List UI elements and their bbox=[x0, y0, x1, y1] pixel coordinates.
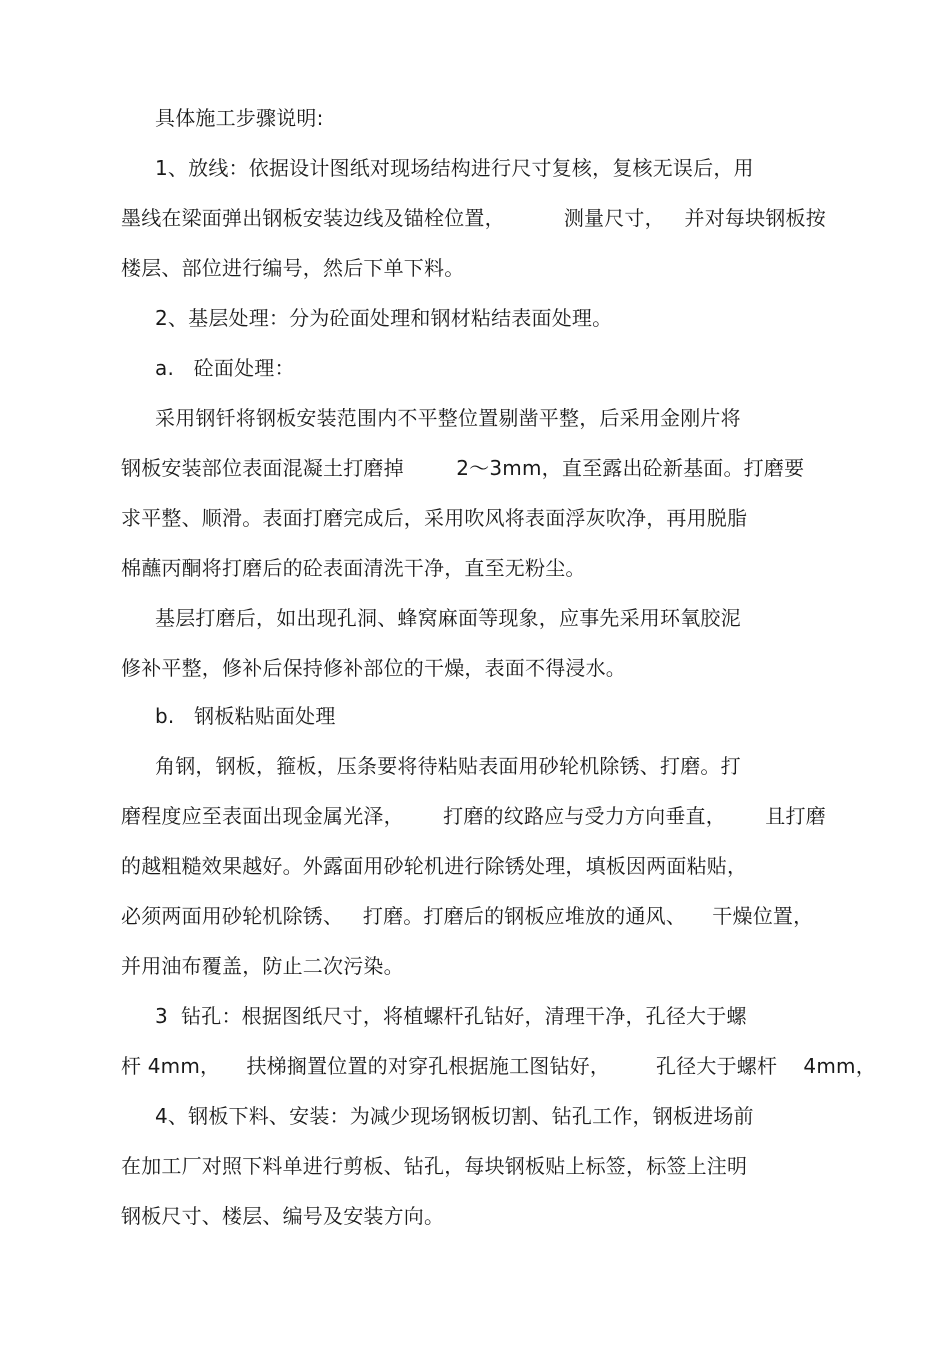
text-line: 基层打磨后，如出现孔洞、蜂窝麻面等现象，应事先采用环氧胶泥 bbox=[155, 606, 741, 630]
text-line: 磨程度应至表面出现金属光泽， 打磨的纹路应与受力方向垂直， 且打磨 bbox=[121, 804, 826, 828]
text-line: 墨线在梁面弹出钢板安装边线及锚栓位置， 测量尺寸， 并对每块钢板按 bbox=[121, 206, 826, 230]
text-line: 角钢，钢板，箍板，压条要将待粘贴表面用砂轮机除锈、打磨。打 bbox=[155, 754, 741, 778]
text-line: 在加工厂对照下料单进行剪板、钻孔，每块钢板贴上标签，标签上注明 bbox=[121, 1154, 748, 1178]
text-line: 钢板安装部位表面混凝土打磨掉 2～3mm，直至露出砼新基面。打磨要 bbox=[121, 456, 805, 480]
text-line: 2、基层处理：分为砼面处理和钢材粘结表面处理。 bbox=[155, 306, 613, 330]
text-line: 的越粗糙效果越好。外露面用砂轮机进行除锈处理，填板因两面粘贴， bbox=[121, 854, 748, 878]
text-line: 修补平整，修补后保持修补部位的干燥，表面不得浸水。 bbox=[121, 656, 626, 680]
text-line: 4、钢板下料、安装：为减少现场钢板切割、钻孔工作，钢板进场前 bbox=[155, 1104, 754, 1128]
text-line: 钢板尺寸、楼层、编号及安装方向。 bbox=[121, 1204, 445, 1228]
text-line: 杆 4mm， 扶梯搁置位置的对穿孔根据施工图钻好， 孔径大于螺杆 4mm， bbox=[121, 1054, 876, 1078]
text-line: 3 钻孔：根据图纸尺寸，将植螺杆孔钻好，清理干净，孔径大于螺 bbox=[155, 1004, 747, 1028]
text-line: 求平整、顺滑。表面打磨完成后，采用吹风将表面浮灰吹净，再用脱脂 bbox=[121, 506, 748, 530]
text-line: 楼层、部位进行编号，然后下单下料。 bbox=[121, 256, 465, 280]
text-line: 采用钢钎将钢板安装范围内不平整位置剔凿平整，后采用金刚片将 bbox=[155, 406, 741, 430]
text-line: 1、放线：依据设计图纸对现场结构进行尺寸复核，复核无误后，用 bbox=[155, 156, 754, 180]
text-line-subheading: a. 砼面处理： bbox=[155, 356, 295, 380]
text-line-heading: 具体施工步骤说明: bbox=[155, 106, 324, 130]
text-line: 必须两面用砂轮机除锈、 打磨。打磨后的钢板应堆放的通风、 干燥位置， bbox=[121, 904, 814, 928]
text-line-subheading: b. 钢板粘贴面处理 bbox=[155, 704, 336, 728]
text-line: 并用油布覆盖，防止二次污染。 bbox=[121, 954, 404, 978]
text-line: 棉蘸丙酮将打磨后的砼表面清洗干净，直至无粉尘。 bbox=[121, 556, 586, 580]
